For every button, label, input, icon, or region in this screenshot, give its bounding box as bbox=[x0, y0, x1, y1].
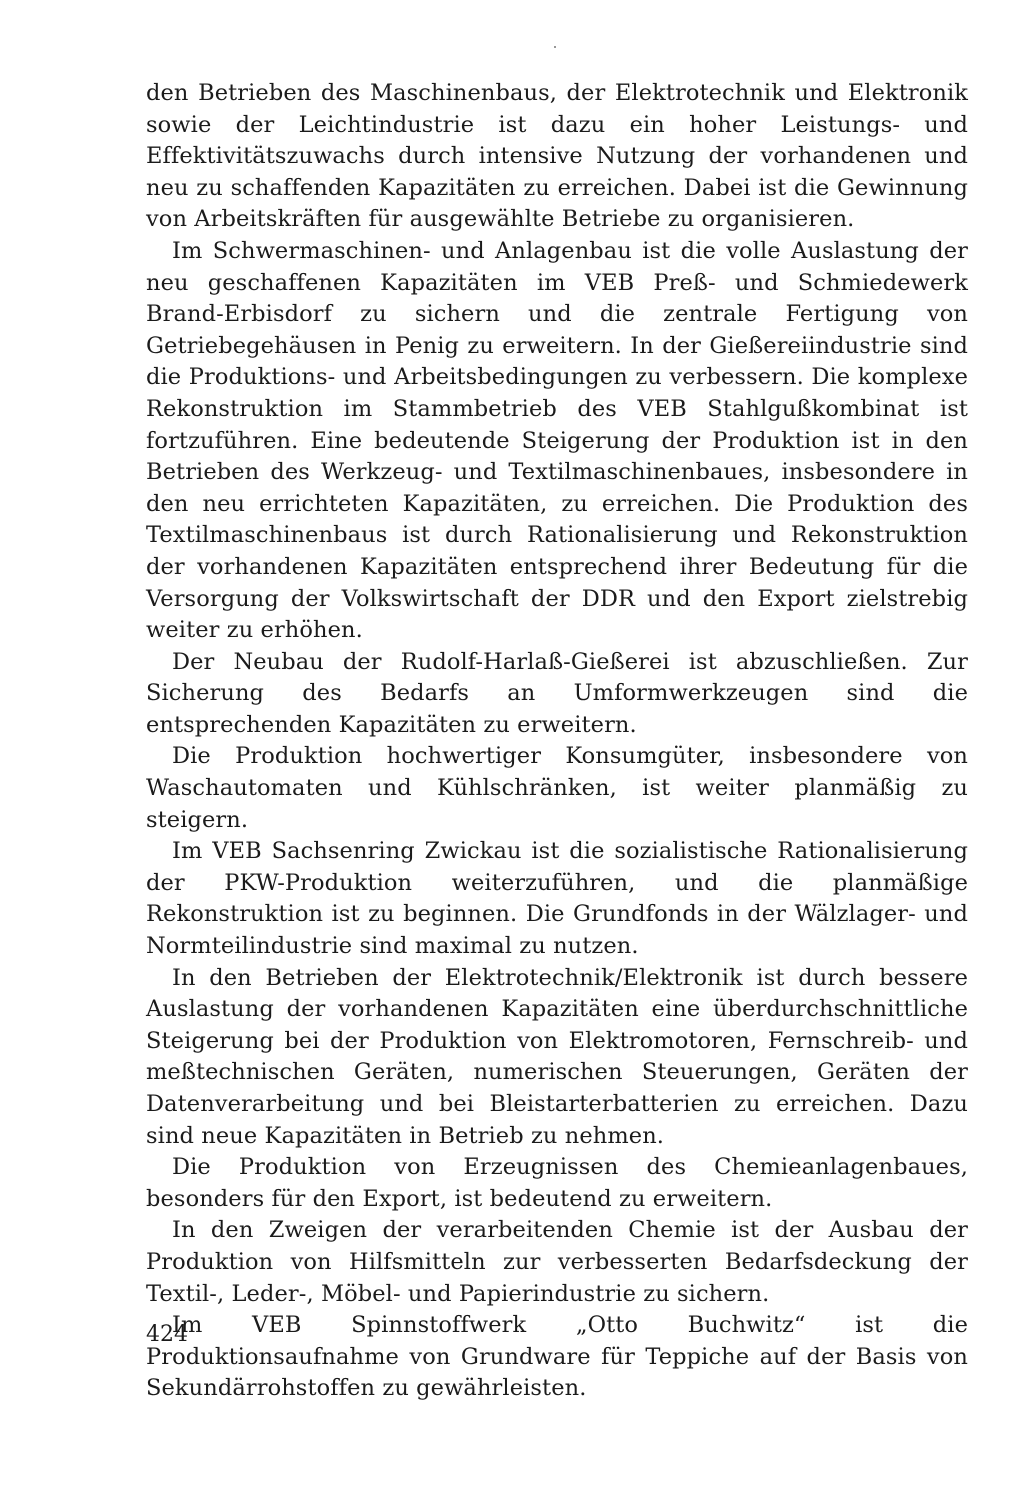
page-number: 424 bbox=[146, 1322, 188, 1347]
paragraph-schwermaschinenbau: Im Schwermaschinen- und Anlagenbau ist die volle Auslastung der neu geschaffenen Kapazitäten im VEB Preß- und Schmiedewerk Brand-Erbisdorf zu sichern und die zentrale Fertigung von Getriebegehäusen in Penig zu erweitern. In der Gießereiindustrie sind die Produktions- und Arbeitsbedingungen zu verbessern. Die komplexe Rekonstruktion im Stammbetrieb des VEB Stahlgußkombinat ist fortzuführen. Eine bedeutende Steigerung der Produktion ist in den Betrieben des Werkzeug- und Textilmaschinenbaues, insbesondere in den neu errichteten Kapazitäten, zu erreichen. Die Produktion des Textilmaschinenbaus ist durch Rationalisierung und Rekonstruktion der vorhandenen Kapazitäten entsprechend ihrer Bedeutung für die Versorgung der Volkswirtschaft der DDR und den Export zielstrebig weiter zu erhöhen. bbox=[146, 237, 968, 644]
paragraph-verarbeitende-chemie: In den Zweigen der verarbeitenden Chemie ist der Ausbau der Produktion von Hilfsmitteln zur verbesserten Bedarfsdeckung der Textil-, Leder-, Möbel- und Papierindustrie zu sichern. bbox=[146, 1217, 968, 1307]
paragraph-elektrotechnik: In den Betrieben der Elektrotechnik/Elektronik ist durch bessere Auslastung der vorhandenen Kapazitäten eine überdurchschnittliche Steigerung bei der Produktion von Elektromotoren, Fernschreib- und meßtechnischen Geräten, numerischen Steuerungen, Geräten der Datenverarbeitung und bei Bleistarterbatterien zu erreichen. Dazu sind neue Kapazitäten in Betrieb zu nehmen. bbox=[146, 964, 968, 1149]
page-body bbox=[146, 78, 968, 1405]
paragraph-spinnstoffwerk: Im VEB Spinnstoffwerk „Otto Buchwitz“ ist die Produktionsaufnahme von Grundware für Teppiche auf der Basis von Sekundärrohstoffen zu gewährleisten. bbox=[146, 1312, 968, 1402]
paragraph-sachsenring: Im VEB Sachsenring Zwickau ist die sozialistische Rationalisierung der PKW-Produktion weiterzuführen, und die planmäßige Rekonstruktion ist zu beginnen. Die Grundfonds in der Wälzlager- und Normteilindustrie sind maximal zu nutzen. bbox=[146, 838, 968, 960]
scan-speck bbox=[554, 46, 556, 48]
paragraph-continuation: den Betrieben des Maschinenbaus, der Elektrotechnik und Elektronik sowie der Leichtindustrie ist dazu ein hoher Leistungs- und Effektivitätszuwachs durch intensive Nutzung der vorhandenen und neu zu schaffenden Kapazitäten zu erreichen. Dabei ist die Gewinnung von Arbeitskräften für ausgewählte Betriebe zu organisieren. bbox=[146, 80, 968, 233]
paragraph-giesserei-neubau: Der Neubau der Rudolf-Harlaß-Gießerei ist abzuschließen. Zur Sicherung des Bedarfs an Umformwerkzeugen sind die entsprechenden Kapazitäten zu erweitern. bbox=[146, 648, 968, 738]
paragraph-chemieanlagenbau: Die Produktion von Erzeugnissen des Chemieanlagenbaues, besonders für den Export, ist bedeutend zu erweitern. bbox=[146, 1154, 968, 1212]
paragraph-konsumgueter: Die Produktion hochwertiger Konsumgüter, insbesondere von Waschautomaten und Kühlschränken, ist weiter planmäßig zu steigern. bbox=[146, 743, 968, 833]
